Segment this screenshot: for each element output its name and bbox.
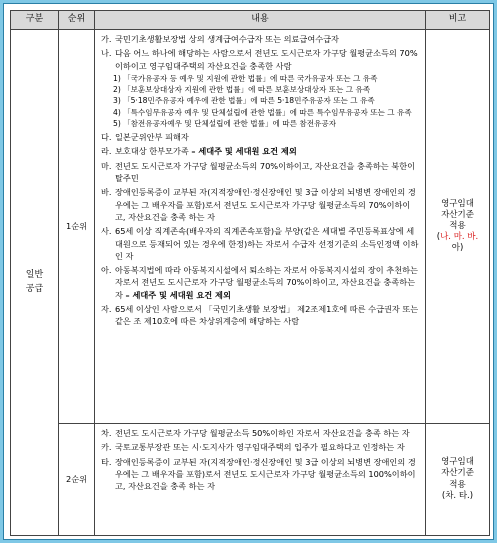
item-text [115, 303, 419, 328]
header-category: 구분 [11, 11, 59, 30]
item-text [115, 441, 419, 453]
rank1-label: 1순위 [59, 30, 95, 424]
rank1-remark-red: 나. 마. 바. [440, 232, 479, 243]
sub-item [113, 119, 419, 129]
rank2-item [101, 456, 419, 493]
item-body: 전년도 도시근로자 가구당 월평균소득 50%이하인 자로서 자산요건을 충족 하는 자 [115, 428, 410, 438]
item-body: 국민기초생활보장법 상의 생계급여수급자 또는 의료급여수급자 [115, 34, 339, 44]
rank1-item [101, 47, 419, 72]
item-emphasis: – 세대주 및 세대원 요건 제외 [125, 289, 231, 300]
rank2-remark [426, 424, 490, 536]
sub-marker: 2) [113, 85, 121, 95]
item-marker: 바. [101, 187, 112, 198]
item-marker: 나. [101, 48, 112, 59]
sub-list [101, 74, 419, 129]
item-marker: 아. [101, 265, 112, 276]
sub-item [113, 108, 419, 118]
rank1-remark-paren-close: 아) [451, 243, 464, 254]
item-body: 65세 이상 직계존속(배우자의 직계존속포함)을 부양(같은 세대별 주민등록표상에 세대원으로 등재되어 있는 경우에 한정)하는 자로서 수급자 선정기준의 소득인정액 이하인 자 [115, 226, 419, 261]
rank1-item [101, 33, 419, 45]
item-body: 일본군위안부 피해자 [115, 132, 189, 143]
item-text [115, 225, 419, 262]
item-body: 65세 이상인 사람으로서 「국민기초생활 보장법」 제2조제1호에 따른 수급권자 또는 같은 조 제10호에 따른 차상위계층에 해당하는 사람 [115, 304, 419, 327]
item-body: 아동복지법에 따라 아동복지시설에서 퇴소하는 자로서 아동복지시설의 장이 추천하는 자로서 전년도 도시근로자 가구당 월평균소득의 70%이하이고, 자산요건을 충족하는 자 [115, 265, 418, 300]
header-row [11, 11, 490, 30]
rank1-item [101, 186, 419, 223]
sub-item [113, 74, 419, 84]
sub-marker: 4) [113, 107, 121, 117]
item-text [115, 160, 419, 185]
sub-text: 「국가유공자 등 예우 및 지원에 관한 법률」에 따른 국가유공자 또는 그 유족 [123, 73, 378, 83]
eligibility-table [10, 10, 490, 536]
item-text [115, 456, 419, 493]
rank1-item [101, 264, 419, 301]
header-content: 내용 [95, 11, 426, 30]
rank1-item [101, 303, 419, 328]
sub-text: 「5·18민주유공자 예우에 관한 법률」에 따른 5·18민주유공자 또는 그 유족 [123, 96, 375, 106]
item-body: 전년도 도시근로자 가구당 월평균소득의 70%이하이고, 자산요건을 충족하는 북한이탈주민 [115, 160, 416, 184]
item-body: 장애인등록증이 교부된 자(지적장애인·정신장애인 및 3급 이상의 뇌병변 장애인의 경우에는 그 배우자를 포함)로서 전년도 도시근로자 가구당 월평균소득의 70%이하이고, 자산요건을 충족 하는 자 [115, 187, 416, 222]
item-marker: 가. [101, 34, 112, 44]
rank1-remark [426, 30, 490, 424]
sub-item [113, 85, 419, 95]
item-marker: 다. [101, 132, 112, 143]
item-body: 국토교통부장관 또는 시·도지사가 영구임대주택의 입주가 필요하다고 인정하는 자 [115, 442, 405, 453]
item-text [115, 186, 419, 223]
rank1-item [101, 131, 419, 143]
item-text [115, 47, 419, 72]
rank1-row [11, 30, 490, 424]
rank1-item [101, 160, 419, 185]
sub-marker: 5) [113, 118, 121, 128]
rank2-label: 2순위 [59, 424, 95, 536]
item-text [115, 264, 419, 301]
rank2-remark-text: 영구임대 자산기준 적용 (차. 타.) [441, 457, 474, 501]
rank1-item [101, 225, 419, 262]
item-marker: 타. [101, 456, 112, 467]
item-emphasis: – 세대주 및 세대원 요건 제외 [191, 146, 297, 157]
item-text [115, 33, 419, 45]
document-frame [3, 3, 494, 540]
rank2-row [11, 424, 490, 536]
item-text [115, 427, 419, 439]
sub-marker: 3) [113, 96, 121, 106]
rank1-item [101, 145, 419, 157]
rank2-item [101, 427, 419, 439]
sub-marker: 1) [113, 73, 121, 83]
item-marker: 자. [101, 304, 112, 314]
sub-text: 「참전유공자예우 및 단체설립에 관한 법률」에 따른 참전유공자 [123, 118, 337, 128]
rank2-content [95, 424, 426, 536]
rank1-content [95, 30, 426, 424]
item-marker: 카. [101, 442, 112, 453]
item-marker: 라. [101, 146, 112, 157]
rank2-item [101, 441, 419, 453]
header-rank: 순위 [59, 11, 95, 30]
category-cell: 일반 공급 [11, 30, 59, 536]
rank1-remark-text: 영구임대 자산기준 적용 [441, 198, 474, 231]
item-marker: 사. [101, 226, 112, 237]
sub-text: 「특수임무유공자 예우 및 단체설립에 관한 법률」에 따른 특수임무유공자 또는 그 유족 [123, 107, 412, 117]
item-body: 다음 어느 하나에 해당하는 사람으로서 전년도 도시근로자 가구당 월평균소득의 70%이하이고 영구임대주택의 자산요건을 충족한 사람 [115, 48, 418, 71]
header-remark: 비고 [426, 11, 490, 30]
item-body: 장애인등록증이 교부된 자(지적장애인·정신장애인 및 3급 이상의 뇌병변 장애인의 경우에는 그 배우자를 포함)로서 전년도 도시근로자 가구당 월평균소득의 100%이하이고, 자산요건을 충족 하는 자 [115, 456, 416, 492]
item-marker: 차. [101, 428, 112, 438]
rank1-remark-paren-open: ( [436, 232, 441, 243]
sub-text: 「보훈보상대상자 지원에 관한 법률」에 따른 보훈보상대상자 또는 그 유족 [123, 85, 371, 95]
item-text [115, 131, 419, 143]
sub-item [113, 96, 419, 106]
item-body: 보호대상 한부모가족 [115, 146, 192, 157]
item-marker: 마. [101, 160, 112, 171]
item-text [115, 145, 419, 157]
